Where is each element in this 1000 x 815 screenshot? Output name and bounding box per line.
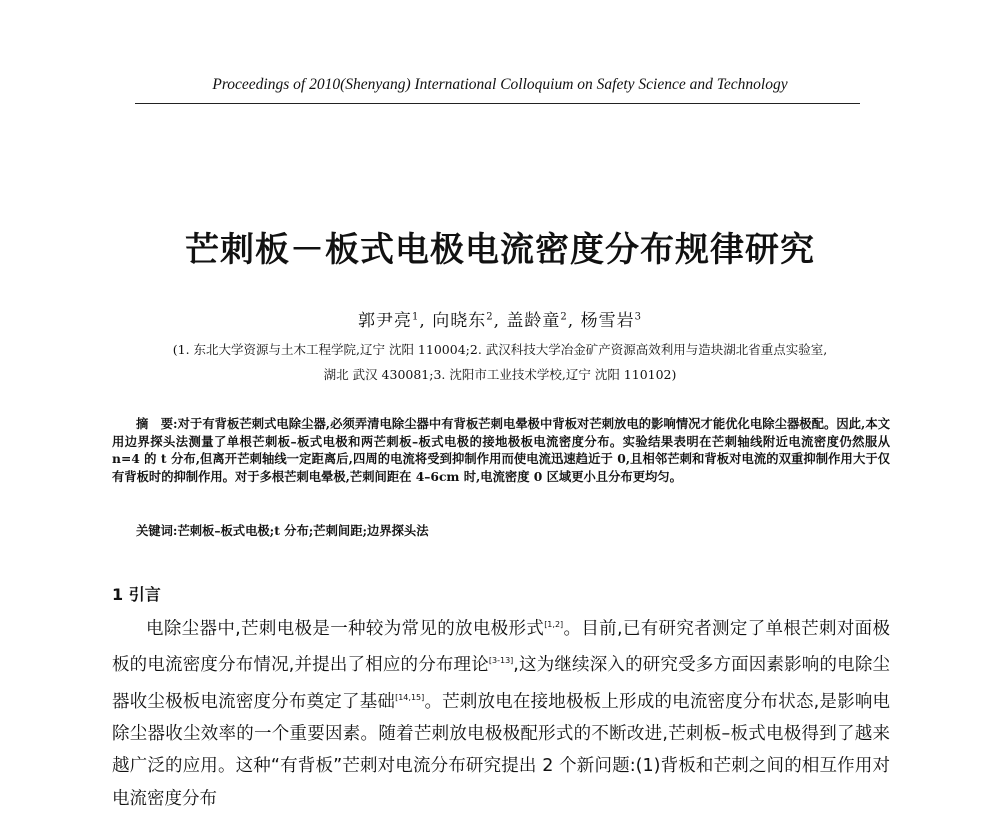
author-name: 杨雪岩 <box>580 311 635 331</box>
keywords-text: 芒刺板–板式电极;t 分布;芒刺间距;边界探头法 <box>177 523 429 538</box>
keywords-label: 关键词: <box>136 523 178 538</box>
body-text: ,这为继续深入的研究受多方面因素影响的电除尘器收尘极板电流密度分布奠定了基础 <box>112 655 891 712</box>
abstract-text: 对于有背板芒刺式电除尘器,必须弄清电除尘器中有背板芒刺电晕极中背板对芒刺放电的影响情况才能优化电除尘器极配。因此,本文用边界探头法测量了单根芒刺板–板式电极和两芒刺板–板式电极的接地极板电流密度分布。实验结果表明在芒刺轴线附近电流密度仍然服从 n=4 的 t 分布,但离开芒刺轴线一定距离后,四周的电流将受到抑制作用而使电流迅速趋近于 0,且相邻芒刺和背板对电流的双重抑制作用大于仅有背板时的抑制作用。对于多根芒刺电晕极,芒刺间距在 4–6cm 时,电流密度 0 区域更小且分布更均匀。 <box>112 416 890 484</box>
author-name: 盖龄童 <box>506 311 561 331</box>
author-affiliation-mark: 3 <box>634 311 642 323</box>
citation: [14,15] <box>395 692 425 702</box>
keywords <box>136 521 429 539</box>
author-separator: , <box>567 311 575 331</box>
paper-title: 芒刺板－板式电极电流密度分布规律研究 <box>185 230 815 270</box>
section-number: 1 <box>112 585 124 604</box>
body-text: 电除尘器中,芒刺电极是一种较为常见的放电极形式 <box>146 618 545 639</box>
author-separator: , <box>419 311 426 331</box>
affiliation-line-2: 湖北 武汉 430081;3. 沈阳市工业技术学校,辽宁 沈阳 110102) <box>323 367 677 382</box>
author-list <box>0 306 1000 331</box>
author-name: 郭尹亮 <box>358 311 413 331</box>
body-text: 。芒刺放电在接地极板上形成的电流密度分布状态,是影响电除尘器收尘效率的一个重要因素。随着芒刺放电极极配形式的不断改进,芒刺板–板式电极得到了越来越广泛的应用。这种“有背板”芒刺对电流分布研究提出 2 个新问题:(1)背板和芒刺之间的相互作用对电流密度分布 <box>112 691 891 809</box>
section-heading <box>112 582 161 605</box>
abstract-label: 摘 要: <box>136 416 178 431</box>
author-affiliation-mark: 2 <box>486 311 494 323</box>
author-name: 向晓东 <box>432 311 487 331</box>
affiliation-line-1: (1. 东北大学资源与土木工程学院,辽宁 沈阳 110004;2. 武汉科技大学冶金矿产资源高效利用与造块湖北省重点实验室, <box>172 342 828 357</box>
body-text: 。目前,已有研究者测定了单根芒刺对面极板的电流密度分布情况,并提出了相应的分布理论 <box>112 618 891 676</box>
body-paragraph <box>112 609 890 815</box>
author-affiliation-mark: 1 <box>412 311 420 323</box>
header-rule <box>135 103 860 104</box>
author-separator: , <box>493 311 500 331</box>
author-affiliation-mark: 2 <box>560 311 568 323</box>
proceedings-header: Proceedings of 2010(Shenyang) International Colloquium on Safety Science and Technology <box>212 76 788 93</box>
abstract <box>112 415 890 485</box>
citation: [3-13] <box>488 656 514 666</box>
citation: [1,2] <box>544 620 564 629</box>
section-title: 引言 <box>128 585 161 604</box>
